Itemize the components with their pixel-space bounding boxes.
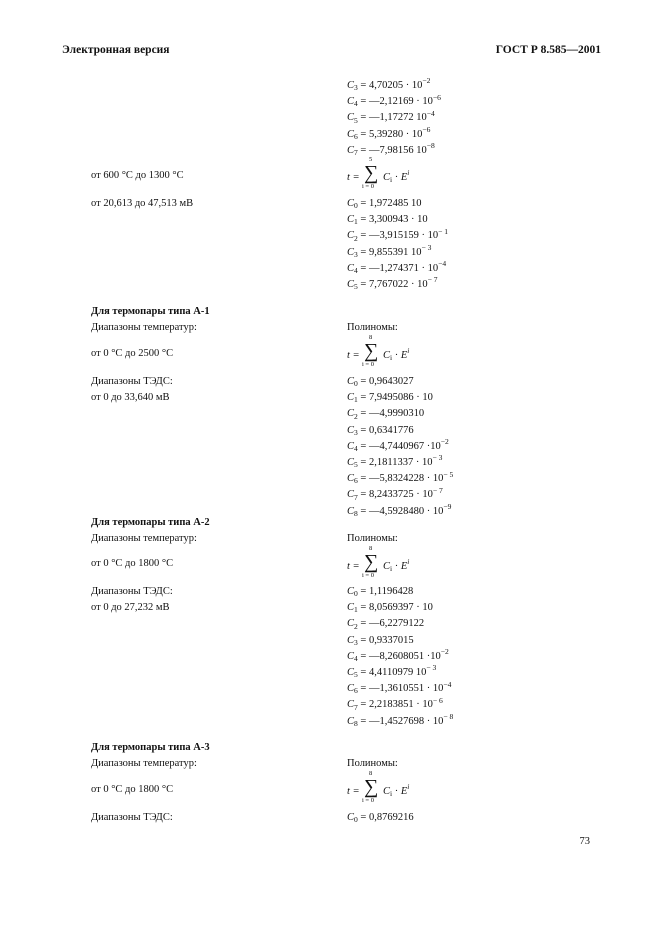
coefficient-row [347,647,449,664]
coefficient-row [347,469,454,486]
formula-dot: · [392,350,401,361]
coefficient-value: = —5,8324228 · 10 [360,473,444,485]
coefficient-value: = 5,39280 · 10 [360,128,423,140]
coefficient-value: = 4,4110979 10 [360,667,427,678]
coefficient-exponent: −4 [438,259,447,269]
range-temperature: от 0 °С до 1800 °С [91,784,174,795]
sigma-icon: ∑ [364,340,379,362]
coefficient-index: 2 [354,411,358,421]
coefficient-row [347,226,449,243]
formula-e-power: i [407,782,410,792]
coefficient-exponent: − 3 [426,663,437,673]
coefficient-value: = 4,70205 · 10 [360,80,423,91]
section-title-a3: Для термопары типа А-3 [91,742,210,753]
coefficient-row [347,679,452,696]
formula-c: C [383,561,391,572]
polynomials-label: Полиномы: [347,533,398,544]
coefficient-exponent: −4 [426,108,435,118]
coefficient-index: 0 [354,589,358,599]
sum-lower-limit: i = 0 [362,572,374,579]
temperature-ranges-label: Диапазоны температур: [91,758,197,769]
coefficient-index: 5 [354,282,358,292]
coefficient-row [347,214,428,225]
coefficient-index: 3 [354,427,358,437]
coefficient-value: = 0,9643027 [360,376,414,387]
coefficient-row [347,425,414,436]
sum-upper-limit: 8 [369,334,373,341]
coefficient-index: 7 [354,492,358,502]
coefficient-exponent: −9 [443,502,452,512]
coefficient-symbol: C [347,634,355,646]
coefficient-exponent: − 8 [443,712,454,722]
temperature-ranges-label: Диапазоны температур: [91,322,197,333]
formula-e: E [400,786,408,797]
emf-ranges-label: Диапазоны ТЭДС: [91,586,173,597]
coefficient-row [347,376,414,387]
coefficient-exponent: −6 [432,92,441,102]
formula-e: E [400,172,408,183]
formula-dot: · [392,786,401,797]
coefficient-symbol: C [347,424,355,436]
section-title-a1: Для термопары типа А-1 [91,306,210,317]
coefficient-index: 4 [354,444,358,454]
coefficient-exponent: − 3 [421,243,432,253]
coefficient-symbol: C [347,618,355,630]
polynomial-formula [347,156,467,194]
coefficient-exponent: − 5 [443,469,454,479]
coefficient-row [347,602,433,613]
coefficient-value: = —1,3610551 · 10 [360,683,444,695]
formula-c: C [383,172,391,183]
coefficient-value: = 8,0569397 · 10 [360,602,433,614]
coefficient-row [347,392,433,403]
coefficient-symbol: C [347,812,355,823]
coefficient-row [347,663,437,680]
formula-e: E [400,350,408,361]
coefficient-row [347,408,424,419]
coefficient-exponent: −2 [422,76,431,86]
coefficient-value: = 7,9495086 · 10 [360,392,433,404]
coefficient-value: = —4,5928480 · 10 [360,505,444,517]
coefficient-row [347,108,435,125]
coefficient-symbol: C [347,489,355,501]
coefficient-exponent: −6 [422,125,431,135]
polynomial-formula [347,770,467,808]
coefficient-symbol: C [347,667,355,678]
coefficient-index: 7 [354,148,358,158]
coefficient-row [347,198,421,209]
coefficient-exponent: −4 [443,679,452,689]
polynomial-formula [347,545,467,583]
coefficient-symbol: C [347,440,355,452]
coefficient-index: 4 [354,99,358,109]
range-temperature: от 0 °С до 2500 °С [91,348,174,359]
coefficient-value: = —4,7440967 ·10 [360,440,441,452]
coefficient-index: 4 [354,266,358,276]
coefficient-symbol: C [347,279,355,290]
coefficient-symbol: C [347,457,355,468]
formula-dot: · [392,172,401,183]
formula-term [383,168,410,185]
coefficient-value: = —3,915159 · 10 [360,230,439,242]
coefficient-value: = 9,855391 10 [360,246,422,258]
formula-c-index: i [390,789,393,799]
coefficient-index: 0 [354,379,358,389]
coefficient-value: = 0,9337015 [360,634,414,646]
coefficient-symbol: C [347,198,355,209]
coefficient-index: 6 [354,131,358,141]
coefficient-row [347,586,413,597]
coefficient-index: 4 [354,654,358,664]
coefficient-symbol: C [347,602,355,614]
coefficient-value: = 1,1196428 [360,586,414,597]
coefficient-row [347,453,443,470]
coefficient-index: 1 [354,217,358,227]
coefficient-symbol: C [347,683,355,695]
formula-c: C [383,350,391,361]
coefficient-exponent: − 7 [427,275,438,285]
polynomial-formula [347,334,467,372]
coefficient-symbol: C [347,650,355,662]
temperature-ranges-label: Диапазоны температур: [91,533,197,544]
coefficient-row [347,502,452,518]
sum-lower-limit: i = 0 [362,797,374,804]
coefficient-row [347,812,414,823]
coefficient-value: = 1,972485 10 [360,198,422,209]
formula-e-power: i [407,346,410,356]
formula-c: C [383,786,391,797]
coefficient-exponent: −2 [440,647,449,657]
range-emf: от 0 до 27,232 мВ [91,602,170,613]
coefficient-index: 6 [354,476,358,486]
coefficient-row [347,635,414,646]
range-temperature: от 600 °С до 1300 °С [91,170,184,181]
coefficient-index: 3 [354,637,358,647]
coefficient-value: = —8,2608051 ·10 [360,650,441,662]
coefficient-row [347,695,443,712]
formula-c-index: i [390,175,393,185]
coefficient-exponent: − 1 [438,226,449,236]
coefficient-symbol: C [347,128,355,140]
coefficient-index: 3 [354,83,358,93]
coefficient-row [347,125,431,141]
section-title-a2: Для термопары типа А-2 [91,517,210,528]
coefficient-row [347,618,424,629]
coefficient-symbol: C [347,80,355,91]
coefficient-symbol: C [347,392,355,404]
coefficient-value: = —4,9990310 [360,408,425,420]
formula-c-index: i [390,564,393,574]
coefficient-value: = 2,1811337 · 10 [360,457,433,468]
coefficient-row [347,76,431,93]
coefficient-value: = 8,2433725 · 10 [360,489,433,501]
page-number: 73 [579,836,590,847]
polynomials-label: Полиномы: [347,322,398,333]
sum-upper-limit: 8 [369,770,373,777]
coefficient-value: = —1,4527698 · 10 [360,715,444,727]
coefficient-index: 7 [354,702,358,712]
coefficient-value: = —2,12169 · 10 [360,96,433,108]
sigma-icon: ∑ [364,162,379,184]
coefficient-row [347,437,449,454]
coefficient-exponent: − 7 [432,485,443,495]
formula-lhs: t = [347,786,360,797]
coefficient-index: 1 [354,605,358,615]
formula-lhs: t = [347,172,360,183]
range-emf: от 0 до 33,640 мВ [91,392,170,403]
coefficient-row [347,259,447,276]
formula-lhs: t = [347,350,360,361]
emf-ranges-label: Диапазоны ТЭДС: [91,812,173,823]
sum-upper-limit: 5 [369,156,373,163]
coefficient-symbol: C [347,246,355,258]
coefficient-index: 0 [354,815,358,825]
coefficient-index: 3 [354,249,358,259]
sigma-icon: ∑ [364,776,379,798]
formula-term [383,782,410,799]
coefficient-symbol: C [347,262,355,274]
coefficient-index: 0 [354,201,358,211]
sum-lower-limit: i = 0 [362,183,374,190]
coefficient-symbol: C [347,473,355,485]
coefficient-symbol: C [347,699,355,711]
coefficient-value: = —7,98156 10 [360,144,427,156]
coefficient-value: = 0,6341776 [360,424,414,436]
formula-term [383,557,410,574]
coefficient-symbol: C [347,715,355,727]
coefficient-symbol: C [347,112,355,124]
coefficient-index: 5 [354,115,358,125]
coefficient-row [347,92,441,109]
coefficient-value: = —1,274371 · 10 [360,262,439,274]
sum-lower-limit: i = 0 [362,361,374,368]
coefficient-value: = 2,2183851 · 10 [360,699,433,711]
formula-lhs: t = [347,561,360,572]
polynomials-label: Полиномы: [347,758,398,769]
coefficient-index: 5 [354,670,358,680]
coefficient-index: 1 [354,395,358,405]
coefficient-value: = 3,300943 · 10 [360,214,428,226]
coefficient-value: = —1,17272 10 [360,112,427,124]
coefficient-symbol: C [347,505,355,517]
sum-upper-limit: 8 [369,545,373,552]
coefficient-index: 8 [354,718,358,728]
formula-e: E [400,561,408,572]
coefficient-row [347,141,435,158]
coefficient-index: 5 [354,460,358,470]
coefficient-exponent: − 3 [432,453,443,463]
sigma-icon: ∑ [364,551,379,573]
range-temperature: от 0 °С до 1800 °С [91,558,174,569]
formula-e-power: i [407,168,410,178]
emf-ranges-label: Диапазоны ТЭДС: [91,376,173,387]
header-edition-label: Электронная версия [62,44,170,56]
coefficient-symbol: C [347,408,355,420]
coefficient-row [347,243,432,259]
coefficient-value: = —6,2279122 [360,618,425,630]
coefficient-index: 6 [354,686,358,696]
formula-c-index: i [390,353,393,363]
coefficient-exponent: − 6 [432,695,443,705]
coefficient-index: 8 [354,508,358,518]
formula-term [383,346,410,363]
coefficient-index: 2 [354,621,358,631]
header-standard-number: ГОСТ Р 8.585—2001 [495,44,601,56]
coefficient-value: = 0,8769216 [360,812,414,823]
coefficient-index: 2 [354,233,358,243]
formula-dot: · [392,561,401,572]
coefficient-value: = 7,767022 · 10 [360,279,428,290]
coefficient-symbol: C [347,144,355,156]
coefficient-exponent: −2 [440,437,449,447]
coefficient-symbol: C [347,586,355,597]
coefficient-row [347,275,438,292]
coefficient-row [347,712,454,728]
coefficient-symbol: C [347,214,355,226]
formula-e-power: i [407,557,410,567]
coefficient-row [347,485,443,502]
coefficient-symbol: C [347,96,355,108]
range-emf: от 20,613 до 47,513 мВ [91,198,194,209]
coefficient-symbol: C [347,230,355,242]
coefficient-symbol: C [347,376,355,387]
coefficient-exponent: −8 [426,141,435,151]
